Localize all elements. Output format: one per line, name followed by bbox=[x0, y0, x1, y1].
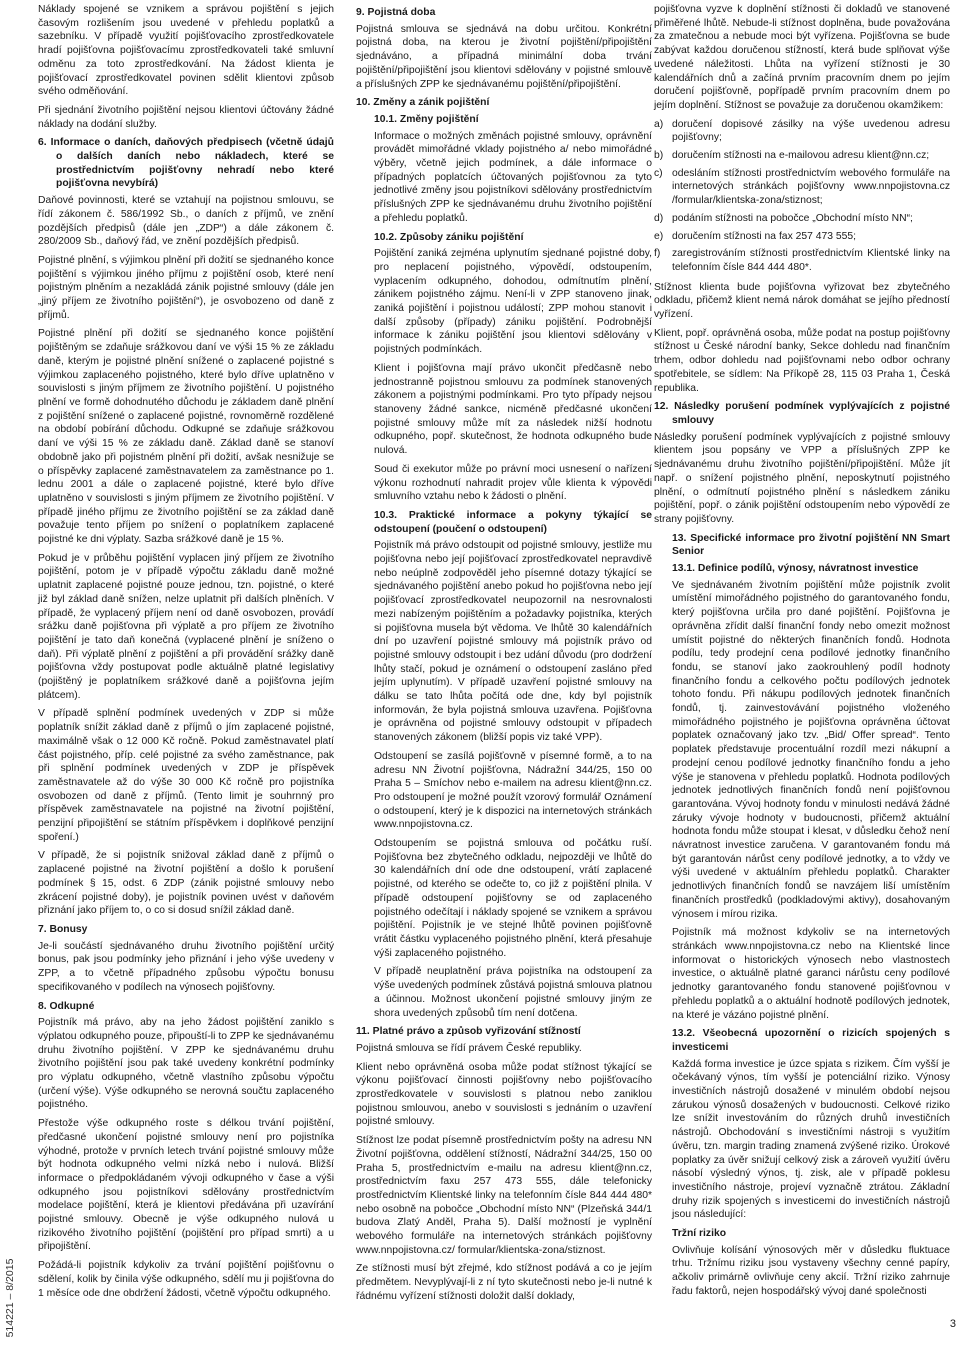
paragraph: Pojištění zaniká zejména uplynutím sjednané pojistné doby, pro neplacení pojistného, výpovědí, odstoupením, vyplacením odkupného, dohodou, odmítnutím plnění, zánikem pojistného zájmu. Není-li v ZPP stanoveno jinak, zaniká pojištění i pojistnou událostí; ZPP mohou stanovit i další způsoby (případy) zániku pojištění. Podrobnější informace k zániku pojištění jsou klientovi sdělovány v pojistných podmínkách. bbox=[374, 248, 652, 356]
paragraph: Informace o možných změnách pojistné smlouvy, oprávnění provádět mimořádné vklady pojistného a/ nebo mimořádné výběry, včetně jejich podmínek, a dále informace o případných poplatcích účtovaných pojišťovnou za tyto jednotlivé změny jsou pojistníkovi sdělovány prostřednictvím příslušných ZPP ke sjednávanému druhu životního pojištění a přehledu poplatků. bbox=[374, 130, 652, 224]
paragraph: V případě, že si pojistník snižoval základ daně z příjmů o zaplacené pojistné na životní pojištění a došlo k porušení podmínek § 15, odst. 6 ZDP (zánik pojistné smlouvy nebo zkrácení pojistné doby), je pojistník povinen uvést v daňovém přiznání jako příjem to, o co si dosud snížil základ daně. bbox=[38, 850, 334, 917]
subsection-heading-10-2: 10.2. Způsoby zániku pojištění bbox=[374, 231, 524, 243]
section-heading-9: 9. Pojistná doba bbox=[356, 7, 436, 18]
column-left bbox=[38, 3, 334, 1305]
subsection-heading-10-1: 10.1. Změny pojištění bbox=[374, 113, 479, 125]
paragraph: Ze stížnosti musí být zřejmé, kdo stížnost podává a co je jejím předmětem. Nevyplývají-li z ní tyto skutečnosti nebo je-li nutné k řádnému vyřízení stížnosti doložit další doklady, bbox=[356, 1263, 652, 1302]
section-heading-11: 11. Platné právo a způsob vyřizování stížností bbox=[356, 1026, 581, 1038]
paragraph: Je-li součástí sjednávaného druhu životního pojištění určitý bonus, pak jsou podmínky jeho přiznání i jeho výše uvedeny v ZPP, a to včetně případného způsobu výpočtu bonusu specifikovaného v podílech na výnosech pojišťovny. bbox=[38, 940, 334, 993]
paragraph: Ovlivňuje kolísání výnosových měr v důsledku fluktuace trhu. Tržnímu riziku jsou vystaveny všechny cenné papíry, ačkoliv primárně ovlivňuje ceny akcií. Tržní riziko zahrnuje řadu faktorů, nejen hospodářský vývoj dané společnosti bbox=[672, 1244, 950, 1297]
paragraph: Odstoupením se pojistná smlouva od počátku ruší. Pojišťovna bez zbytečného odkladu, nejpozději ve lhůtě do 30 kalendářních dní ode dne odstoupení, vrátí zaplacené pojistné, od kterého se odečte to, co již z pojištění plnila. V případě odstoupení pojišťovny se od zaplaceného pojistného odečítají i náklady spojené se vznikem a správou pojištění. Pojistník je ve stejné lhůtě povinen pojišťovně vrátit částku vyplaceného pojistného plnění, která přesahuje výši zaplaceného pojistného. bbox=[374, 838, 652, 959]
section-heading-6: 6. Informace o daních, daňových předpisech (včetně údajů o dalších daních nebo nákladech, které se prostřednictvím pojišťovny nehradí nebo které pojišťovna nevybírá) bbox=[38, 137, 334, 190]
paragraph: Pokud je v průběhu pojištění vyplacen jiný příjem ze životního pojištění, potom je v případě výpočtu základu daně možné uplatnit zaplacené pojistné pouze jednou, tzn. pojistné, o které již byl základ daně snížen, nelze uplatnit při dalších plněních. V případě, že vyplacený příjem není od daně osvobozen, provádí srážku daně pojišťovna při výplatě a pro příjem ze životního pojištění je tato daň konečná (vyplacené plnění je sníženo o daň). Při výplatě plnění z pojištění a při provádění srážky daně pojišťovna vždy postupovat podle aktuálně platné legislativy (pojištěný je poplatníkem srážkové daně a pojišťovna jejím plátcem). bbox=[38, 552, 334, 701]
paragraph: V případě neuplatnění práva pojistníka na odstoupení za výše uvedených podmínek zůstává pojistná smlouva platnou a účinnou. Možnost ukončení pojistné smlouvy jiným ze shora uvedených způsobů tím není dotčena. bbox=[374, 966, 652, 1019]
paragraph: Pojistná smlouva se řídí právem České republiky. bbox=[356, 1042, 582, 1054]
paragraph: Pojistník má právo, aby na jeho žádost pojištění zaniklo s výplatou odkupného pouze, připouští-li to ZPP ke sjednávanému druhu životního pojištění. V ZPP ke sjednávanému druhu životního pojištění jsou pak také uvedeny konkrétní podmínky pro výplatu odkupného, včetně vlastního způsobu výpočtu (určení výše). Výše odkupného se nerovná součtu zaplaceného pojistného. bbox=[38, 1017, 334, 1111]
paragraph: Náklady spojené se vznikem a správou pojištění s jejich časovým rozlišením jsou uvedené v přehledu poplatků a sazebníku. V případě využití pojišťovacího zprostředkovatele hradí pojišťovna pojišťovacímu zprostředkovateli také smluvní odměnu za toto zprostředkování. Na žádost klienta je pojišťovací zprostředkovatel povinen sdělit klientovi způsob svého odměňování. bbox=[38, 4, 334, 98]
section-heading-12: 12. Následky porušení podmínek vyplývajících z pojistné smlouvy bbox=[654, 401, 950, 426]
list-item: b) doručením stížnosti na e-mailovou adresu klient@nn.cz; bbox=[654, 150, 930, 162]
list-item: f) zaregistrováním stížnosti prostřednictvím Klientské linky na telefonním čísle 844 444 480*. bbox=[654, 248, 950, 273]
paragraph: V případě splnění podmínek uvedených v ZDP si může poplatník snížit základ daně z příjmů o jím zaplacené pojistné, maximálně však o 12 000 Kč ročně. Pokud zaměstnavatel platí část pojistného, příp. celé pojistné za svého zaměstnance, pak při splnění podmínek uvedených v ZDP je příspěvek zaměstnavatele až do výše 30 000 Kč ročně pro pojistníka osvobozen od daně z příjmů. (Tento limit je souhrnný pro příspěvek zaměstnavatele na pojistné na životní pojištění, penzijní připojištění se státním příspěvkem i doplňkové penzijní spoření.) bbox=[38, 708, 334, 843]
paragraph: Ve sjednávaném životním pojištění může pojistník zvolit umístění mimořádného pojistného do garantovaného fondu, který pojišťovna určila pro dané pojištění. Pojišťovna je oprávněna zřídit další finanční fondy nebo omezit možnost umístit pojistné do některých finančních fondů. Hodnota podílu, tedy prodejní cena podílové jednotky finančního fondu, se stanoví jako zaokrouhlený podíl hodnoty finančního fondu a celkového počtu podílových jednotek tohoto fondu. Při nákupu podílových jednotek finančních fondů, tj. zainvestovávání pojistného vloženého mimořádného pojistného je pojišťovna oprávněna účtovat poplatek označovaný jako tzv. „Bid/ Offer spread“. Tento poplatek představuje procentuální rozdíl mezi nákupní a prodejní cenou podílové jednotky finančního fondu a jeho výše je stanovena v přehledu poplatků. Hodnota podílových jednotek jednotlivých finančních fondů není pojišťovnou garantována. Vývoj hodnoty fondu v minulosti nedává žádné záruky vývoje hodnoty v budoucnosti, přičemž aktuální hodnota fondu může stoupat i klesat, v důsledku čehož není návratnost investice zaručena. V garantovaném fondu má být garantován nárůst ceny podílové jednotky, a to vždy ve výši uvedené v aktuálním přehledu poplatků. Charakter jednotlivých finančních fondů se navzájem liší umístěním finančních prostředků (podkladovými aktivy), dosahovaným výnosem i mírou rizika. bbox=[672, 579, 950, 920]
section-heading-7: 7. Bonusy bbox=[38, 924, 88, 935]
paragraph: Soud či exekutor může po právní moci usnesení o nařízení výkonu rozhodnutí nahradit projev vůle klienta k výpovědi smluvního vztahu nebo k žádosti o plnění. bbox=[374, 463, 652, 503]
subsection-heading-10-3: 10.3. Praktické informace a pokyny týkající se odstoupení (poučení o odstoupení) bbox=[374, 509, 652, 535]
paragraph: Odstoupení se zasílá pojišťovně v písemné formě, a to na adresu NN Životní pojišťovna, Nádražní 344/25, 150 00 Praha 5 – Smíchov nebo e-mailem na adresu klient@nn.cz. Pro odstoupení je možné použít vzorový formulář Oznámení o odstoupení, který je k dispozici na internetových stránkách www.nnpojistovna.cz. bbox=[374, 750, 652, 831]
paragraph: Klient i pojišťovna mají právo ukončit předčasně nebo jednostranně pojistnou smlouvu za podmínek stanovených zákonem a pojistnými podmínkami. Pro tyto případy nejsou stanoveny žádné sankce, nicméně předčasné ukončení pojistné smlouvy může mít za následek nižší hodnotu odkupného, popř. skutečnost, že hodnota odkupného bude nulová. bbox=[374, 362, 652, 457]
list-item: a) doručení dopisové zásilky na výše uvedenou adresu pojišťovny; bbox=[654, 118, 950, 144]
paragraph: Klient, popř. oprávněná osoba, může podat na postup pojišťovny stížnost u České národní banky, Sekce dohledu nad finančním trhem, odbor dohledu nad pojišťovnami nebo odbor ochrany spotřebitele, se sídlem: Na Příkopě 28, 115 03 Praha 1, Česká republika. bbox=[654, 327, 950, 394]
subsection-heading-13-1: 13.1. Definice podílů, výnosy, návratnost investice bbox=[672, 563, 919, 575]
paragraph: Pojistné plnění při dožití se sjednaného konce pojištění pojištěným se zdaňuje srážkovou daní ve výši 15 % ze základu daně, kterým je pojistné plnění snížené o zaplacené pojistné s výjimkou zaplaceného pojistného, které bylo dříve uplatněno v souvislosti s jiným příjmem ze životního pojištění. U pojistného plnění ve formě dohodnutého důchodu je základem daně plnění z pojištění snížené o zaplacené pojistné, rovnoměrně rozdělené na období pobírání důchodu. Odkupné se zdaňuje srážkovou daní ve výši 15 % ze základu daně. Základ daně se stanoví obdobně jako při pojistném plnění při dožití, avšak nesnižuje se o příspěvky zaplacené zaměstnavatelem za zaměstnance po 1. lednu 2001 a dále o zaplacené pojistné, které bylo dříve uplatněno v souvislosti s jiným příjmem ze životního pojištění. V případě jiného příjmu ze životního pojištění se za základ daně považuje tento příjem po snížení o poplatníkem zaplacené pojistné ke dni výplaty. Sazba srážkové daně je 15 %. bbox=[38, 328, 334, 546]
paragraph: Klient nebo oprávněná osoba může podat stížnost týkající se výkonu pojišťovací činnosti pojišťovny nebo pojišťovacího zprostředkovatele v souvislosti s platnou nebo zaniklou pojistnou smlouvou, anebo v souvislosti s jednáním o uzavření pojistné smlouvy. bbox=[356, 1061, 652, 1128]
subsection-heading-13-2: 13.2. Všeobecná upozornění o rizicích spojených s investicemi bbox=[672, 1028, 950, 1053]
paragraph: Při sjednání životního pojištění nejsou klientovi účtovány žádné náklady na dodání služby. bbox=[38, 104, 334, 130]
list-item: c) odesláním stížnosti prostřednictvím webového formuláře na internetových stránkách pojišťovny www.nnpojistovna.cz /formular/klientska-zona/stiznost; bbox=[654, 167, 950, 207]
paragraph: Každá forma investice je úzce spjata s rizikem. Čím vyšší je očekávaný výnos, tím vyšší je potenciální riziko. Výnosy investičních nástrojů dosažené v minulém období nejsou zárukou výnosů dosažených v budoucnosti. Celkové riziko lze snížit investováním do různých druhů investičních nástrojů. Obchodování s investičními nástroji s využitím úvěru, tzn. margin trading znamená zvýšené riziko. Úrokové poplatky za úvěr snižují celkový zisk a zároveň využití úvěru násobí výsledný výnos, tj. zisk, ale v případě poklesu investičního nástroje, projeví vyznačně ztrátou. Základní druhy rizik spojených s investicemi do investičních nástrojů jsou následující: bbox=[672, 1058, 950, 1221]
paragraph: Stížnost klienta bude pojišťovna vyřizovat bez zbytečného odkladu, přičemž klient nemá nárok domáhat se jejího předností vyřízení. bbox=[654, 281, 950, 321]
paragraph: Přestože výše odkupného roste s délkou trvání pojištění, předčasné ukončení pojistné smlouvy není pro pojistníka výhodné, protože v prvních letech trvání pojistné smlouvy může být hodnota odkupného velmi nízká nebo i nulová. Bližší informace o předpokládaném vývoji odkupného v čase a výši odkupného jsou pojistníkovi sdělovány prostřednictvím modelace pojištění, která je klientovi předávána při uzavírání pojistné smlouvy. Obecně je výše odkupného nulová u rizikového životního pojištění (pojištění pro případ smrti) a u připojištění. bbox=[38, 1118, 334, 1253]
section-heading-10: 10. Změny a zánik pojištění bbox=[356, 97, 490, 109]
document-code: 514221 – 8/2015 bbox=[4, 1258, 16, 1338]
list-item: e) doručením stížnosti na fax 257 473 555; bbox=[654, 230, 857, 242]
page-number: 3 bbox=[949, 1318, 956, 1330]
column-right bbox=[654, 3, 950, 1304]
section-heading-8: 8. Odkupné bbox=[38, 1000, 95, 1012]
list-item: d) podáním stížnosti na pobočce „Obchodní místo NN“; bbox=[654, 212, 913, 224]
paragraph: Pojistné plnění, s výjimkou plnění při dožití se sjednaného konce pojištění s výjimkou jiného příjmu z pojištění osob, které není pojistným plněním a nezakládá zánik pojistné smlouvy (dále jen „jiný příjem ze životního pojištění“), je osvobozeno od daně z příjmů. bbox=[38, 254, 334, 321]
paragraph: Daňové povinnosti, které se vztahují na pojistnou smlouvu, se řídí zákonem č. 586/1992 Sb., o daních z příjmů, ve znění pozdějších předpisů (dále jen „ZDP“) a dále zákonem č. 280/2009 Sb., daňový řád, ve znění pozdějších předpisů. bbox=[38, 195, 334, 248]
paragraph: Pojistník má právo odstoupit od pojistné smlouvy, jestliže mu pojišťovna nebo její pojišťovací zprostředkovatel nepravdivě nebo neúplně zodpověděl jeho písemné dotazy týkající se sjednávaného pojištění anebo pokud ho pojišťovna nebo její pojišťovací zprostředkovatel neupozornil na nesrovnalosti mezi nabízeným pojištěním a požadavky pojistníka, kterých si pojišťovna musela být vědoma. Ve lhůtě 30 kalendářních dní po uzavření pojistné smlouvy má pojistník právo od pojistné smlouvy odstoupit i bez udání důvodu (pro dodržení lhůty stačí, pokud je oznámení o odstoupení zasláno před jejím uplynutím). V případě uzavření pojistné smlouvy na dálku se tato lhůta počítá ode dne, kdy byl pojistník informován, že byla pojistná smlouva uzavřena. Pojišťovna je oprávněna od pojistné smlouvy odstoupit v případech stanovených zákonem (bližší popis viz také VPP). bbox=[374, 540, 652, 744]
paragraph: Následky porušení podmínek vyplývajících z pojistné smlouvy klientem jsou popsány ve VPP a příslušných ZPP ke sjednávanému druhu životního pojištění/připojištění. Může jít např. o snížení pojistného plnění, neposkytnutí pojistného plnění, o odmítnutí pojistného plnění s následkem zániku pojištění, popř. o zánik pojištění odstoupením nebo výpovědí ze strany pojišťovny. bbox=[654, 431, 950, 525]
complaint-delivery-list bbox=[654, 118, 950, 275]
paragraph: Požádá-li pojistník kdykoliv za trvání pojištění pojišťovnu o sdělení, kolik by činila výše odkupného, sdělí mu ji pojišťovna do 1 měsíce ode dne obdržení žádosti, včetně výpočtu odkupného. bbox=[38, 1260, 334, 1299]
column-middle bbox=[356, 3, 652, 1309]
paragraph: pojišťovna vyzve k doplnění stížnosti či dokladů ve stanovené přiměřené lhůtě. Nebude-li stížnost doplněna, bude považována za zmatečnou a nebude moci být vyřízena. Pojišťovna se bude zabývat každou doručenou stížností, která bude splňovat výše uvedené náležitosti. Lhůta na vyřízení stížnosti je 30 kalendářních dnů a začíná prvním pracovním dnem po jejím doručení pojišťovně, popřípadě prvním pracovním dnem po jejím doplnění. Stížnost se považuje za doručenou okamžikem: bbox=[654, 4, 950, 111]
paragraph: Pojistná smlouva se sjednává na dobu určitou. Konkrétní pojistná doba, na kterou je životní pojištění/připojištění sjednáváno, a případná minimální doba trvání pojištění/připojištění jsou klientovi sdělovány v pojistné smlouvě a příslušných ZPP ke sjednávanému pojištění/připojištění. bbox=[356, 23, 652, 90]
risk-heading: Tržní riziko bbox=[672, 1228, 727, 1240]
section-heading-13: 13. Specifické informace pro životní pojištění NN Smart Senior bbox=[672, 532, 950, 558]
paragraph: Pojistník má možnost kdykoliv se na internetových stránkách www.nnpojistovna.cz nebo na Klientské lince informovat o historických výnosech nebo vlastnostech investice, o aktuálně platné garanci nárůstu ceny podílové jednotky garantovaného fondu stanovené pojišťovnou v přehledu poplatků a o aktuální hodnotě podílových jednotek, na které je vázáno pojistné plnění. bbox=[672, 927, 950, 1021]
paragraph: Stížnost lze podat písemně prostřednictvím pošty na adresu NN Životní pojišťovna, oddělení stížností, Nádražní 344/25, 150 00 Praha 5, prostřednictvím e-mailu na adresu klient@nn.cz, prostřednictvím faxu 257 473 555, dále telefonicky prostřednictvím Klientské linky na telefonním čísle 844 444 480* nebo osobně na pobočce „Obchodní místo NN“ (Plzeňská 344/1 budova Zlatý Anděl, Praha 5). Další možností je vyplnění webového formuláře na internetových stránkách pojišťovny www.nnpojistovna.cz/ formular/klientska-zona/stiznost. bbox=[356, 1135, 652, 1256]
